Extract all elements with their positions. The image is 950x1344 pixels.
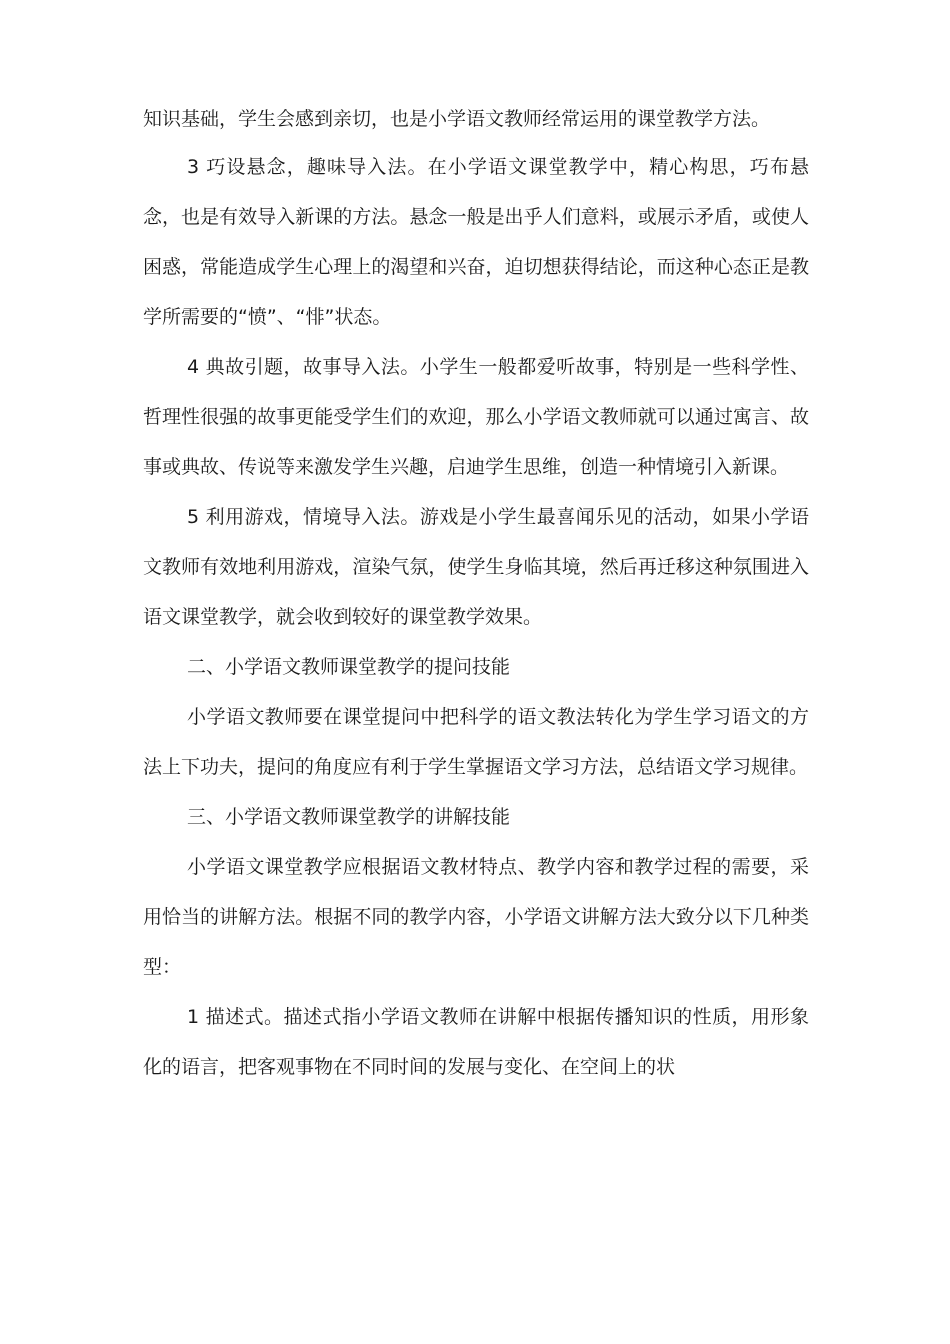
- paragraph-game-method: 5 利用游戏，情境导入法。游戏是小学生最喜闻乐见的活动，如果小学语文教师有效地利用游戏，渲染气氛，使学生身临其境，然后再迁移这种氛围进入语文课堂教学，就会收到较好的课堂教学效果。: [143, 506, 809, 628]
- paragraph-explaining: 小学语文课堂教学应根据语文教材特点、教学内容和教学过程的需要，采用恰当的讲解方法。根据不同的教学内容，小学语文讲解方法大致分以下几种类型：: [143, 856, 809, 978]
- document-body: [143, 106, 809, 1092]
- section-heading-explaining: 三、小学语文教师课堂教学的讲解技能: [187, 806, 511, 828]
- paragraph-continuation: 知识基础，学生会感到亲切，也是小学语文教师经常运用的课堂教学方法。: [143, 108, 771, 130]
- section-heading-questioning: 二、小学语文教师课堂教学的提问技能: [187, 656, 511, 678]
- paragraph-questioning: 小学语文教师要在课堂提问中把科学的语文教法转化为学生学习语文的方法上下功夫，提问的角度应有利于学生掌握语文学习方法，总结语文学习规律。: [143, 706, 809, 778]
- paragraph-story-method: 4 典故引题，故事导入法。小学生一般都爱听故事，特别是一些科学性、哲理性很强的故事更能受学生们的欢迎，那么小学语文教师就可以通过寓言、故事或典故、传说等来激发学生兴趣，启迪学生思维，创造一种情境引入新课。: [143, 356, 809, 478]
- paragraph-suspense-method: 3 巧设悬念，趣味导入法。在小学语文课堂教学中，精心构思，巧布悬念，也是有效导入新课的方法。悬念一般是出乎人们意料，或展示矛盾，或使人困惑，常能造成学生心理上的渴望和兴奋，迫切想获得结论，而这种心态正是教学所需要的“愤”、“悱”状态。: [143, 156, 809, 328]
- paragraph-descriptive: 1 描述式。描述式指小学语文教师在讲解中根据传播知识的性质，用形象化的语言，把客观事物在不同时间的发展与变化、在空间上的状: [143, 1006, 809, 1078]
